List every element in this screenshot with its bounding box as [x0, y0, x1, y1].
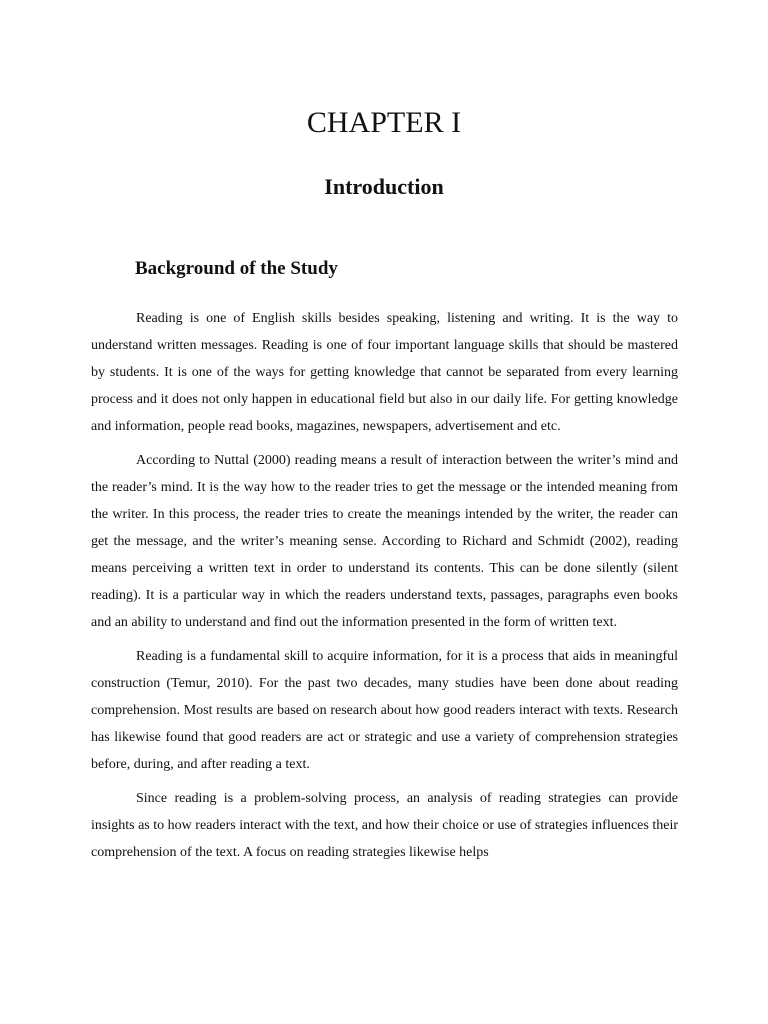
body-text	[91, 305, 678, 873]
chapter-title: CHAPTER I	[306, 106, 462, 139]
section-title: Introduction	[324, 174, 444, 199]
subsection-title: Background of the Study	[135, 258, 338, 279]
paragraph: Reading is one of English skills besides speaking, listening and writing. It is the way to understand written messages. Reading is one of four important language skills that should be mastered by students. It is one of the ways for getting knowledge that cannot be separated from every learning process and it does not only happen in educational field but also in our daily life. For getting knowledge and information, people read books, magazines, newspapers, advertisement and etc.	[91, 311, 678, 434]
paragraph: According to Nuttal (2000) reading means a result of interaction between the writer’s mind and the reader’s mind. It is the way how to the reader tries to get the message or the intended meaning from the writer. In this process, the reader tries to create the meanings intended by the writer, the reader can get the message, and the writer’s meaning sense. According to Richard and Schmidt (2002), reading means perceiving a written text in order to understand its contents. This can be done silently (silent reading). It is a particular way in which the readers understand texts, passages, paragraphs even books and an ability to understand and find out the information presented in the form of written text.	[91, 453, 678, 630]
paragraph: Reading is a fundamental skill to acquire information, for it is a process that aids in meaningful construction (Temur, 2010). For the past two decades, many studies have been done about reading comprehension. Most results are based on research about how good readers interact with texts. Research has likewise found that good readers are act or strategic and use a variety of comprehension strategies before, during, and after reading a text.	[91, 649, 678, 772]
paragraph: Since reading is a problem-solving process, an analysis of reading strategies can provide insights as to how readers interact with the text, and how their choice or use of strategies influences their comprehension of the text. A focus on reading strategies likewise helps	[91, 791, 678, 860]
